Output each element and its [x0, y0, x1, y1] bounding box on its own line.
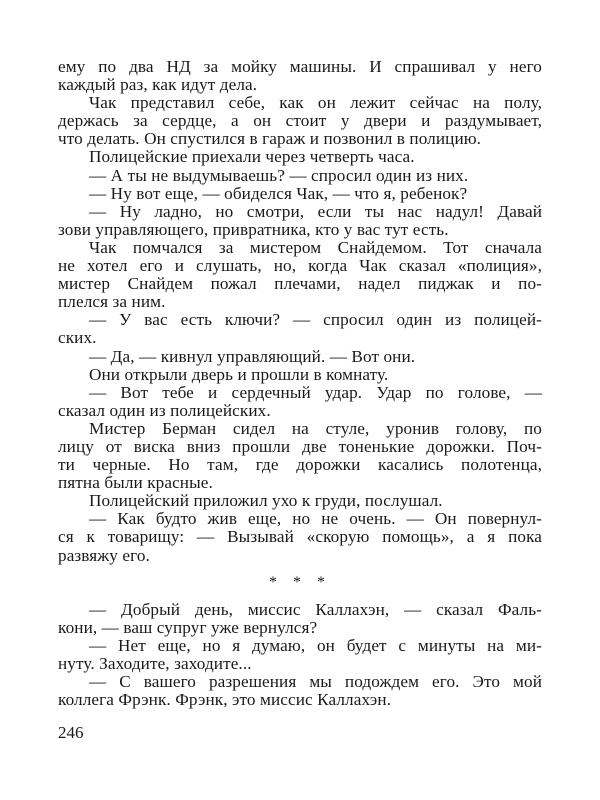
text-line: Мистер Берман сидел на стуле, уронив голову, по	[89, 418, 542, 438]
book-page-text	[58, 58, 542, 709]
text-line: плелся за ним.	[58, 292, 166, 312]
text-line: не хотел его и слушать, но, когда Чак сказал «полиция»,	[58, 256, 542, 276]
text-line: Полицейские приехали через четверть часа.	[89, 147, 415, 167]
text-line: пятна были красные.	[58, 473, 213, 493]
text-line: ся к товарищу: — Вызывай «скорую помощь», а я пока	[58, 527, 542, 547]
text-line: коллега Фрэнк. Фрэнк, это миссис Каллахэн.	[58, 690, 392, 710]
text-line: — У вас есть ключи? — спросил один из полицей-	[89, 310, 542, 330]
text-line: — Вот тебе и сердечный удар. Удар по голове, —	[89, 382, 542, 402]
text-line: зови управляющего, привратника, кто у вас тут есть.	[58, 219, 449, 239]
text-line: — Да, — кивнул управляющий. — Вот они.	[89, 346, 416, 366]
text-line: Полицейский приложил ухо к груди, послушал.	[89, 491, 443, 511]
text-line: — Добрый день, миссис Каллахэн, — сказал Фаль-	[89, 599, 542, 619]
text-line: мистер Снайдем пожал плечами, надел пиджак и по-	[58, 274, 542, 294]
text-line: — Нет еще, но я думаю, он будет с минуты на ми-	[89, 635, 542, 655]
text-block-continued	[58, 601, 542, 710]
text-line: ему по два НД за мойку машины. И спрашивал у него	[58, 57, 542, 76]
text-line: Они открыли дверь и прошли в комнату.	[89, 364, 389, 384]
text-line: нуту. Заходите, заходите...	[58, 653, 252, 673]
text-line: что делать. Он спустился в гараж и позвонил в полицию.	[58, 129, 482, 149]
text-line: лицу от виска вниз прошли две тоненькие дорожки. Поч-	[58, 436, 542, 456]
text-block-main	[58, 58, 542, 565]
text-line: ских.	[58, 328, 97, 348]
text-line: — Ну ладно, но смотри, если ты нас надул! Давай	[89, 201, 542, 221]
text-line: — Как будто жив еще, но не очень. — Он повернул-	[89, 509, 542, 529]
text-line: развяжу его.	[58, 545, 150, 565]
text-line: Чак представил себе, как он лежит сейчас на полу,	[89, 93, 542, 113]
text-line: сказал один из полицейских.	[58, 400, 271, 420]
text-line: держась за сердце, а он стоит у двери и раздумывает,	[58, 111, 542, 131]
text-line: кони, — ваш супруг уже вернулся?	[58, 617, 318, 637]
text-line: — С вашего разрешения мы подождем его. Это мой	[89, 672, 542, 691]
section-separator: * * *	[269, 573, 331, 591]
text-line: каждый раз, как идут дела.	[58, 75, 258, 95]
page-number: 246	[58, 723, 84, 742]
text-line: Чак помчался за мистером Снайдемом. Тот сначала	[89, 237, 542, 257]
text-line: — Ну вот еще, — обиделся Чак, — что я, ребенок?	[89, 183, 468, 203]
text-line: ти черные. Но там, где дорожки касались полотенца,	[58, 455, 542, 475]
text-line: — А ты не выдумываешь? — спросил один из них.	[89, 165, 469, 185]
